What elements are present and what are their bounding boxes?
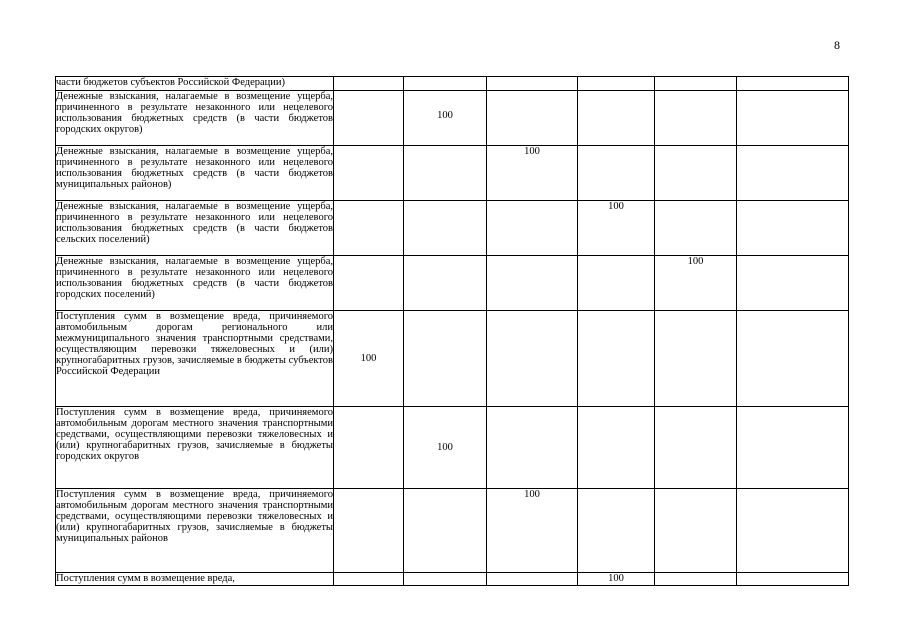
budget-table <box>55 76 849 586</box>
row-value-2 <box>404 311 487 407</box>
row-value-1 <box>334 407 404 489</box>
row-value-2 <box>404 91 487 146</box>
row-value-5 <box>655 407 737 489</box>
row-value-2: 100 <box>404 407 487 489</box>
row-value-1 <box>334 489 404 573</box>
row-value-3 <box>487 311 578 407</box>
table-row <box>56 407 849 489</box>
row-description: Поступления сумм в возмещение вреда, причиняемого автомобильным дорогам регионального или межмуниципального значения транспортными средствами, осуществляющим перевозки тяжеловесных и (или) крупногабаритных грузов, зачисляемые в бюджеты субъектов Российской Федерации <box>56 311 334 407</box>
row-value-5: 100 <box>655 256 737 311</box>
row-value-4 <box>578 489 655 573</box>
row-value-6 <box>737 201 849 256</box>
row-value-3 <box>487 407 578 489</box>
row-value-3 <box>487 573 578 586</box>
row-value-5 <box>655 146 737 201</box>
row-value-6 <box>737 407 849 489</box>
row-value-1 <box>334 77 404 91</box>
table-row <box>56 146 849 201</box>
table-row <box>56 311 849 407</box>
row-description: части бюджетов субъектов Российской Федерации) <box>56 77 334 91</box>
row-value-2 <box>404 77 487 91</box>
row-value-6 <box>737 77 849 91</box>
row-description: Поступления сумм в возмещение вреда, причиняемого автомобильным дорогам местного значения транспортными средствами, осуществляющими перевозки тяжеловесных и (или) крупногабаритных грузов, зачисляемые в бюджеты городских округов <box>56 407 334 489</box>
row-description: Денежные взыскания, налагаемые в возмещение ущерба, причиненного в результате незаконного или нецелевого использования бюджетных средств (в части бюджетов муниципальных районов) <box>56 146 334 201</box>
row-value-4 <box>578 146 655 201</box>
table-row <box>56 489 849 573</box>
row-value-1 <box>334 573 404 586</box>
row-value-2 <box>404 489 487 573</box>
row-description: Поступления сумм в возмещение вреда, <box>56 573 334 586</box>
row-description: Денежные взыскания, налагаемые в возмещение ущерба, причиненного в результате незаконного или нецелевого использования бюджетных средств (в части бюджетов городских округов) <box>56 91 334 146</box>
row-value-2 <box>404 256 487 311</box>
row-value-text: 100 <box>437 109 453 121</box>
row-description: Поступления сумм в возмещение вреда, причиняемого автомобильным дорогам местного значения транспортными средствами, осуществляющими перевозки тяжеловесных и (или) крупногабаритных грузов, зачисляемые в бюджеты муниципальных районов <box>56 489 334 573</box>
row-value-4 <box>578 311 655 407</box>
table-row <box>56 201 849 256</box>
row-value-2 <box>404 146 487 201</box>
row-value-5 <box>655 311 737 407</box>
row-value-6 <box>737 91 849 146</box>
row-value-3: 100 <box>487 146 578 201</box>
row-value-6 <box>737 146 849 201</box>
row-value-5 <box>655 91 737 146</box>
row-value-4: 100 <box>578 201 655 256</box>
row-value-4 <box>578 256 655 311</box>
row-value-5 <box>655 489 737 573</box>
row-value-1 <box>334 91 404 146</box>
row-value-3 <box>487 91 578 146</box>
row-value-3 <box>487 201 578 256</box>
row-value-6 <box>737 573 849 586</box>
row-value-1 <box>334 256 404 311</box>
row-value-2 <box>404 201 487 256</box>
row-value-5 <box>655 573 737 586</box>
row-value-5 <box>655 201 737 256</box>
row-value-1 <box>334 146 404 201</box>
row-value-1 <box>334 201 404 256</box>
row-value-3: 100 <box>487 489 578 573</box>
table-row <box>56 77 849 91</box>
row-value-4 <box>578 407 655 489</box>
row-value-6 <box>737 311 849 407</box>
row-value-6 <box>737 256 849 311</box>
row-value-4: 100 <box>578 573 655 586</box>
table-row <box>56 573 849 586</box>
row-value-1: 100 <box>334 311 404 407</box>
table-row <box>56 91 849 146</box>
row-description: Денежные взыскания, налагаемые в возмещение ущерба, причиненного в результате незаконного или нецелевого использования бюджетных средств (в части бюджетов городских поселений) <box>56 256 334 311</box>
row-value-3 <box>487 256 578 311</box>
row-value-2 <box>404 573 487 586</box>
row-value-6 <box>737 489 849 573</box>
row-description: Денежные взыскания, налагаемые в возмещение ущерба, причиненного в результате незаконного или нецелевого использования бюджетных средств (в части бюджетов сельских поселений) <box>56 201 334 256</box>
row-value-5 <box>655 77 737 91</box>
row-value-3 <box>487 77 578 91</box>
page-number: 8 <box>834 38 840 52</box>
row-value-4 <box>578 77 655 91</box>
row-value-4 <box>578 91 655 146</box>
table-row <box>56 256 849 311</box>
